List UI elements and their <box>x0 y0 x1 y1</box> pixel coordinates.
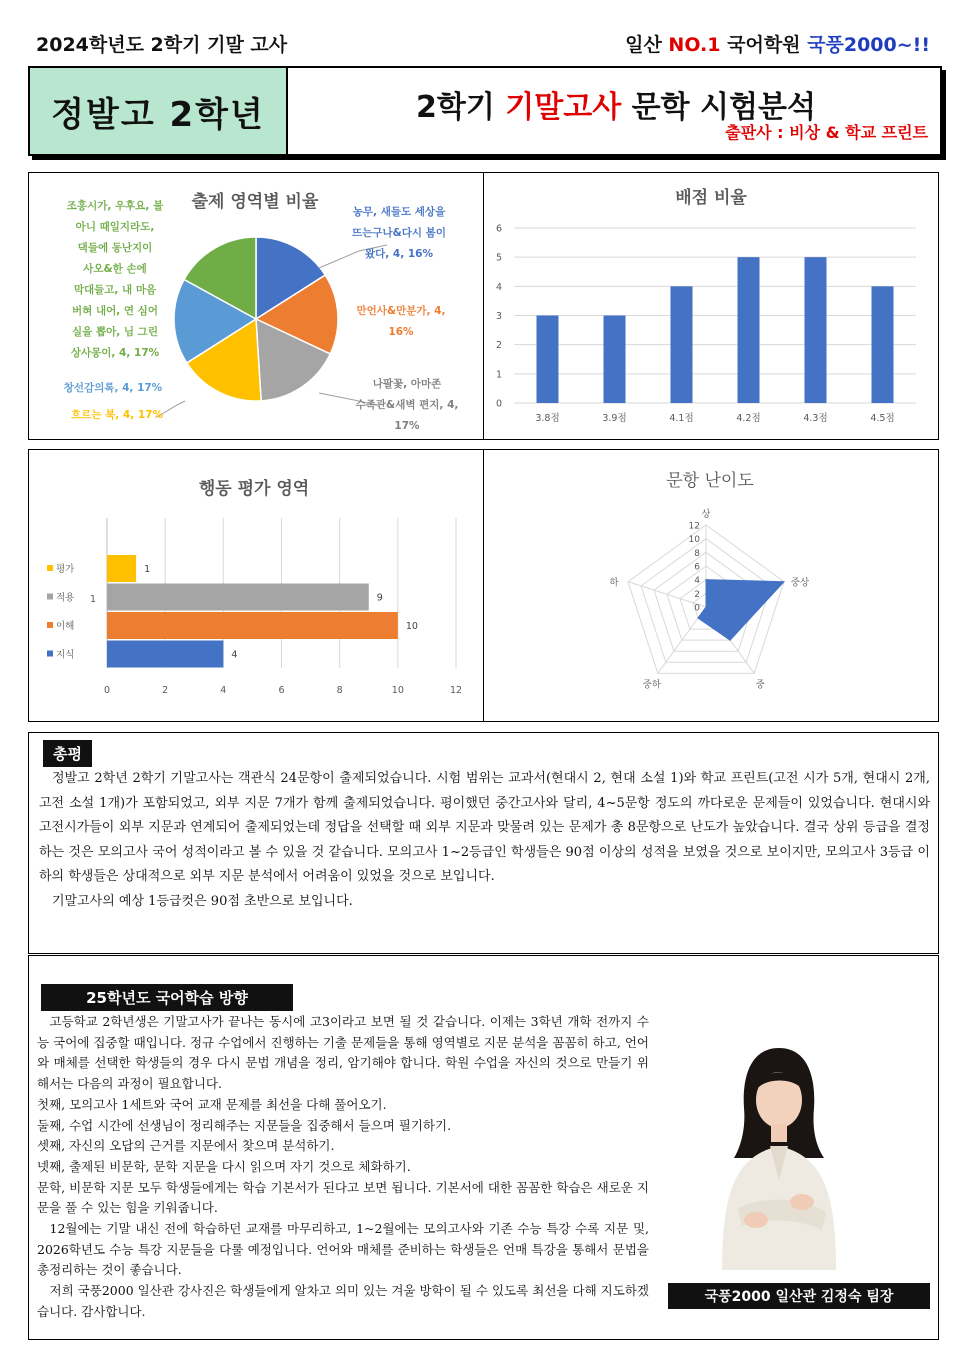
bar-y-tick-label: 1 <box>495 369 502 381</box>
slogan-middle: 국어학원 <box>720 34 808 56</box>
plan-paragraph: 고등학교 2학년생은 기말고사가 끝나는 동시에 고3이라고 보면 될 것 같습니다. 이제는 3학년 개학 전까지 수능 국어에 집중할 때입니다. 정규 수업에서 진행하는 기출 문제들을 통해 영역별로 지문 분석을 꼼꼼히 하고, 언어와 매체를 선택한 학생들의 경우 다시 문법 개념을 정리, 암기해야 합니다. 학원 수업을 자신의 것으로 만들기 위해서는 다음의 과정이 필요합니다. <box>37 1014 649 1092</box>
hbar-data-label: 10 <box>405 621 418 632</box>
bar-y-tick-label: 4 <box>495 281 502 293</box>
radar-tick-label: 2 <box>694 589 700 600</box>
hbar-지식 <box>107 641 223 668</box>
bar-y-tick-label: 3 <box>495 311 502 322</box>
header-box <box>28 66 942 156</box>
school-label: 정발고 2학년 <box>30 68 288 154</box>
bar-3.8점 <box>537 316 559 404</box>
difficulty-chart-panel <box>483 449 939 722</box>
teacher-photo <box>704 1030 854 1270</box>
title-highlight: 기말고사 <box>505 90 622 125</box>
slogan-highlight: NO.1 <box>668 34 721 56</box>
behavior-chart-panel <box>28 449 484 722</box>
hbar-legend-swatch <box>47 565 53 571</box>
hbar-legend-label: 평가 <box>56 564 75 575</box>
radar-axis-label: 중하 <box>642 679 661 691</box>
bar-x-tick-label: 4.1점 <box>669 413 694 424</box>
slogan-prefix: 일산 <box>625 34 669 56</box>
plan-step: 셋째, 자신의 오답의 근거를 지문에서 찾으며 분석하기. <box>37 1138 335 1154</box>
summary-badge: 총평 <box>43 740 92 767</box>
bar-x-tick-label: 4.2점 <box>736 413 761 424</box>
score-bar-chart <box>484 173 938 439</box>
hbar-x-tick-label: 10 <box>391 685 404 696</box>
study-plan-text <box>37 1012 649 1323</box>
plan-paragraph: 문학, 비문학 지문 모두 학생들에게는 학습 기본서가 된다고 보면 됩니다. 기본서에 대한 꼼꼼한 학습은 새로운 지문을 풀 수 있는 힘을 키워줍니다. <box>37 1179 649 1216</box>
bar-3.9점 <box>604 316 626 404</box>
hbar-legend-swatch <box>47 651 53 657</box>
hbar-x-tick-label: 4 <box>220 685 227 696</box>
radar-series-area <box>698 580 784 641</box>
pie-label-4: 흐르는 북, 4, 17% <box>71 409 163 421</box>
behavior-bar-chart <box>29 450 483 721</box>
hbar-category-axis-label: 1 <box>89 594 97 605</box>
score-bar-chart-panel <box>483 172 939 440</box>
hbar-data-label: 1 <box>144 564 151 575</box>
hbar-legend-swatch <box>47 594 53 600</box>
hbar-data-label: 4 <box>231 649 238 661</box>
pie-label-3: 나팔꽃, 아마존 수족관&새벽 편지, 4, 17% <box>355 378 459 432</box>
radar-axis-label: 상 <box>701 509 711 520</box>
summary-paragraph: 기말고사의 예상 1등급컷은 90점 초반으로 보입니다. <box>52 893 353 909</box>
pie-chart-title: 출제 영역별 비율 <box>191 192 319 212</box>
pie-label-5: 창선감의록, 4, 17% <box>63 382 163 394</box>
bar-y-tick-label: 0 <box>495 398 502 410</box>
hbar-적용 <box>107 584 369 611</box>
bar-x-tick-label: 3.9점 <box>602 413 627 424</box>
plan-step: 둘째, 수업 시간에 선생님이 정리해주는 지문들을 집중해서 들으며 필기하기. <box>37 1117 452 1133</box>
plan-paragraph: 12월에는 기말 내신 전에 학습하던 교재를 마무리하고, 1~2월에는 모의고사와 기존 수능 특강 수록 지문 및, 2026학년도 수능 특강 지문들을 다룰 예정입니다. 언어와 매체를 준비하는 학생들은 언매 특강을 통해서 문법을 총정리하는 것이 좋습니다. <box>37 1221 649 1278</box>
slogan-brand: 국풍2000~!! <box>807 34 930 56</box>
radar-tick-label: 10 <box>688 535 700 546</box>
study-plan-badge: 25학년도 국어학습 방향 <box>41 984 293 1011</box>
bar-x-tick-label: 4.5점 <box>870 413 895 424</box>
plan-step: 첫째, 모의고사 1세트와 국어 교재 문제를 최선을 다해 풀어오기. <box>37 1096 387 1112</box>
academy-slogan <box>625 30 930 57</box>
pie-label-1: 농무, 새들도 세상을 뜨는구나&다시 봄이 왔다, 4, 16% <box>352 206 446 260</box>
hbar-chart-title: 행동 평가 영역 <box>198 479 310 499</box>
hbar-legend-label: 이해 <box>56 621 75 632</box>
hbar-x-tick-label: 6 <box>278 685 285 696</box>
hbar-data-label: 9 <box>376 592 383 604</box>
pie-label-2: 만언사&만분가, 4, 16% <box>356 305 446 338</box>
hbar-legend-label: 적용 <box>56 592 75 604</box>
bar-x-tick-label: 3.8점 <box>535 413 560 424</box>
title-prefix: 2학기 <box>416 90 506 125</box>
hbar-legend-swatch <box>47 622 53 628</box>
exam-period-label: 2024학년도 2학기 기말 고사 <box>36 34 288 56</box>
radar-tick-label: 12 <box>688 521 700 532</box>
difficulty-radar-chart <box>484 450 938 721</box>
radar-axis-label: 중 <box>755 679 765 691</box>
radar-axis-label: 하 <box>609 577 619 589</box>
bar-x-tick-label: 4.3점 <box>803 413 828 424</box>
summary-paragraph: 정발고 2학년 2학기 기말고사는 객관식 24문항이 출제되었습니다. 시험 범위는 교과서(현대시 2, 현대 소설 1)와 학교 프린트(고전 시가 5개, 현대시 2개, 고전 소설 1개)가 포함되었고, 외부 지문 7개가 함께 출제되었습니다. 평이했던 중간고사와 달리, 4~5문항 정도의 까다로운 문제들이 있었습니다. 현대시와 고전시가들이 외부 지문과 연계되어 출제되었는데 정답을 선택할 때 외부 지문과 맞물려 있는 문제가 총 8문항으로 난도가 높았습니다. 결국 상위 등급을 결정하는 것은 모의고사 국어 성적이라고 볼 수 있을 것 같습니다. 모의고사 1~2등급인 학생들은 90점 이상의 성적을 보였을 것으로 보이지만, 모의고사 3등급 이하의 학생들은 상대적으로 외부 지문 분석에서 어려움이 있었을 것으로 보입니다. <box>39 771 930 884</box>
hbar-평가 <box>107 555 136 582</box>
radar-tick-label: 4 <box>694 576 700 587</box>
pie-chart <box>29 173 483 439</box>
plan-step: 넷째, 출제된 비문학, 문학 지문을 다시 읽으며 자기 것으로 체화하기. <box>37 1158 411 1174</box>
teacher-caption: 국풍2000 일산관 김정숙 팀장 <box>668 1283 930 1309</box>
summary-text <box>39 767 930 914</box>
hbar-x-tick-label: 2 <box>162 685 169 696</box>
radar-tick-label: 8 <box>694 548 700 559</box>
hbar-x-tick-label: 0 <box>103 685 111 696</box>
summary-section <box>28 732 939 954</box>
plan-paragraph: 저희 국풍2000 일산관 강사진은 학생들에게 알차고 의미 있는 겨울 방학이 될 수 있도록 최선을 다해 지도하겠습니다. 감사합니다. <box>37 1283 649 1319</box>
radar-tick-label: 0 <box>694 603 700 614</box>
hbar-이해 <box>107 612 398 639</box>
bar-4.1점 <box>671 286 693 403</box>
pie-chart-panel <box>28 172 484 440</box>
hbar-x-tick-label: 8 <box>336 685 343 696</box>
bar-4.2점 <box>738 257 760 403</box>
title-suffix: 문학 시험분석 <box>621 90 816 125</box>
bar-4.5점 <box>872 286 894 403</box>
pie-label-6: 조홍시가, 우후요, 불 아니 때일지라도, 댁들에 동난지이 사오&한 손에 막대들고, 내 마음 버혀 내어, 연 심어 실을 뽑아, 님 그린 상사몽이, 4, 17% <box>66 200 164 359</box>
radar-axis-label: 중상 <box>790 577 810 589</box>
hbar-legend-label: 지식 <box>56 649 75 661</box>
radar-chart-title: 문항 난이도 <box>666 471 754 491</box>
bar-y-tick-label: 5 <box>495 252 502 264</box>
bar-y-tick-label: 2 <box>495 340 502 352</box>
bar-4.3점 <box>805 257 827 403</box>
publisher-label: 출판사 : 비상 & 학교 프린트 <box>725 123 928 142</box>
title-area <box>288 68 940 154</box>
bar-y-tick-label: 6 <box>495 223 502 235</box>
radar-tick-label: 6 <box>694 562 700 573</box>
hbar-x-tick-label: 12 <box>449 685 463 696</box>
bar-chart-title: 배점 비율 <box>675 188 747 208</box>
